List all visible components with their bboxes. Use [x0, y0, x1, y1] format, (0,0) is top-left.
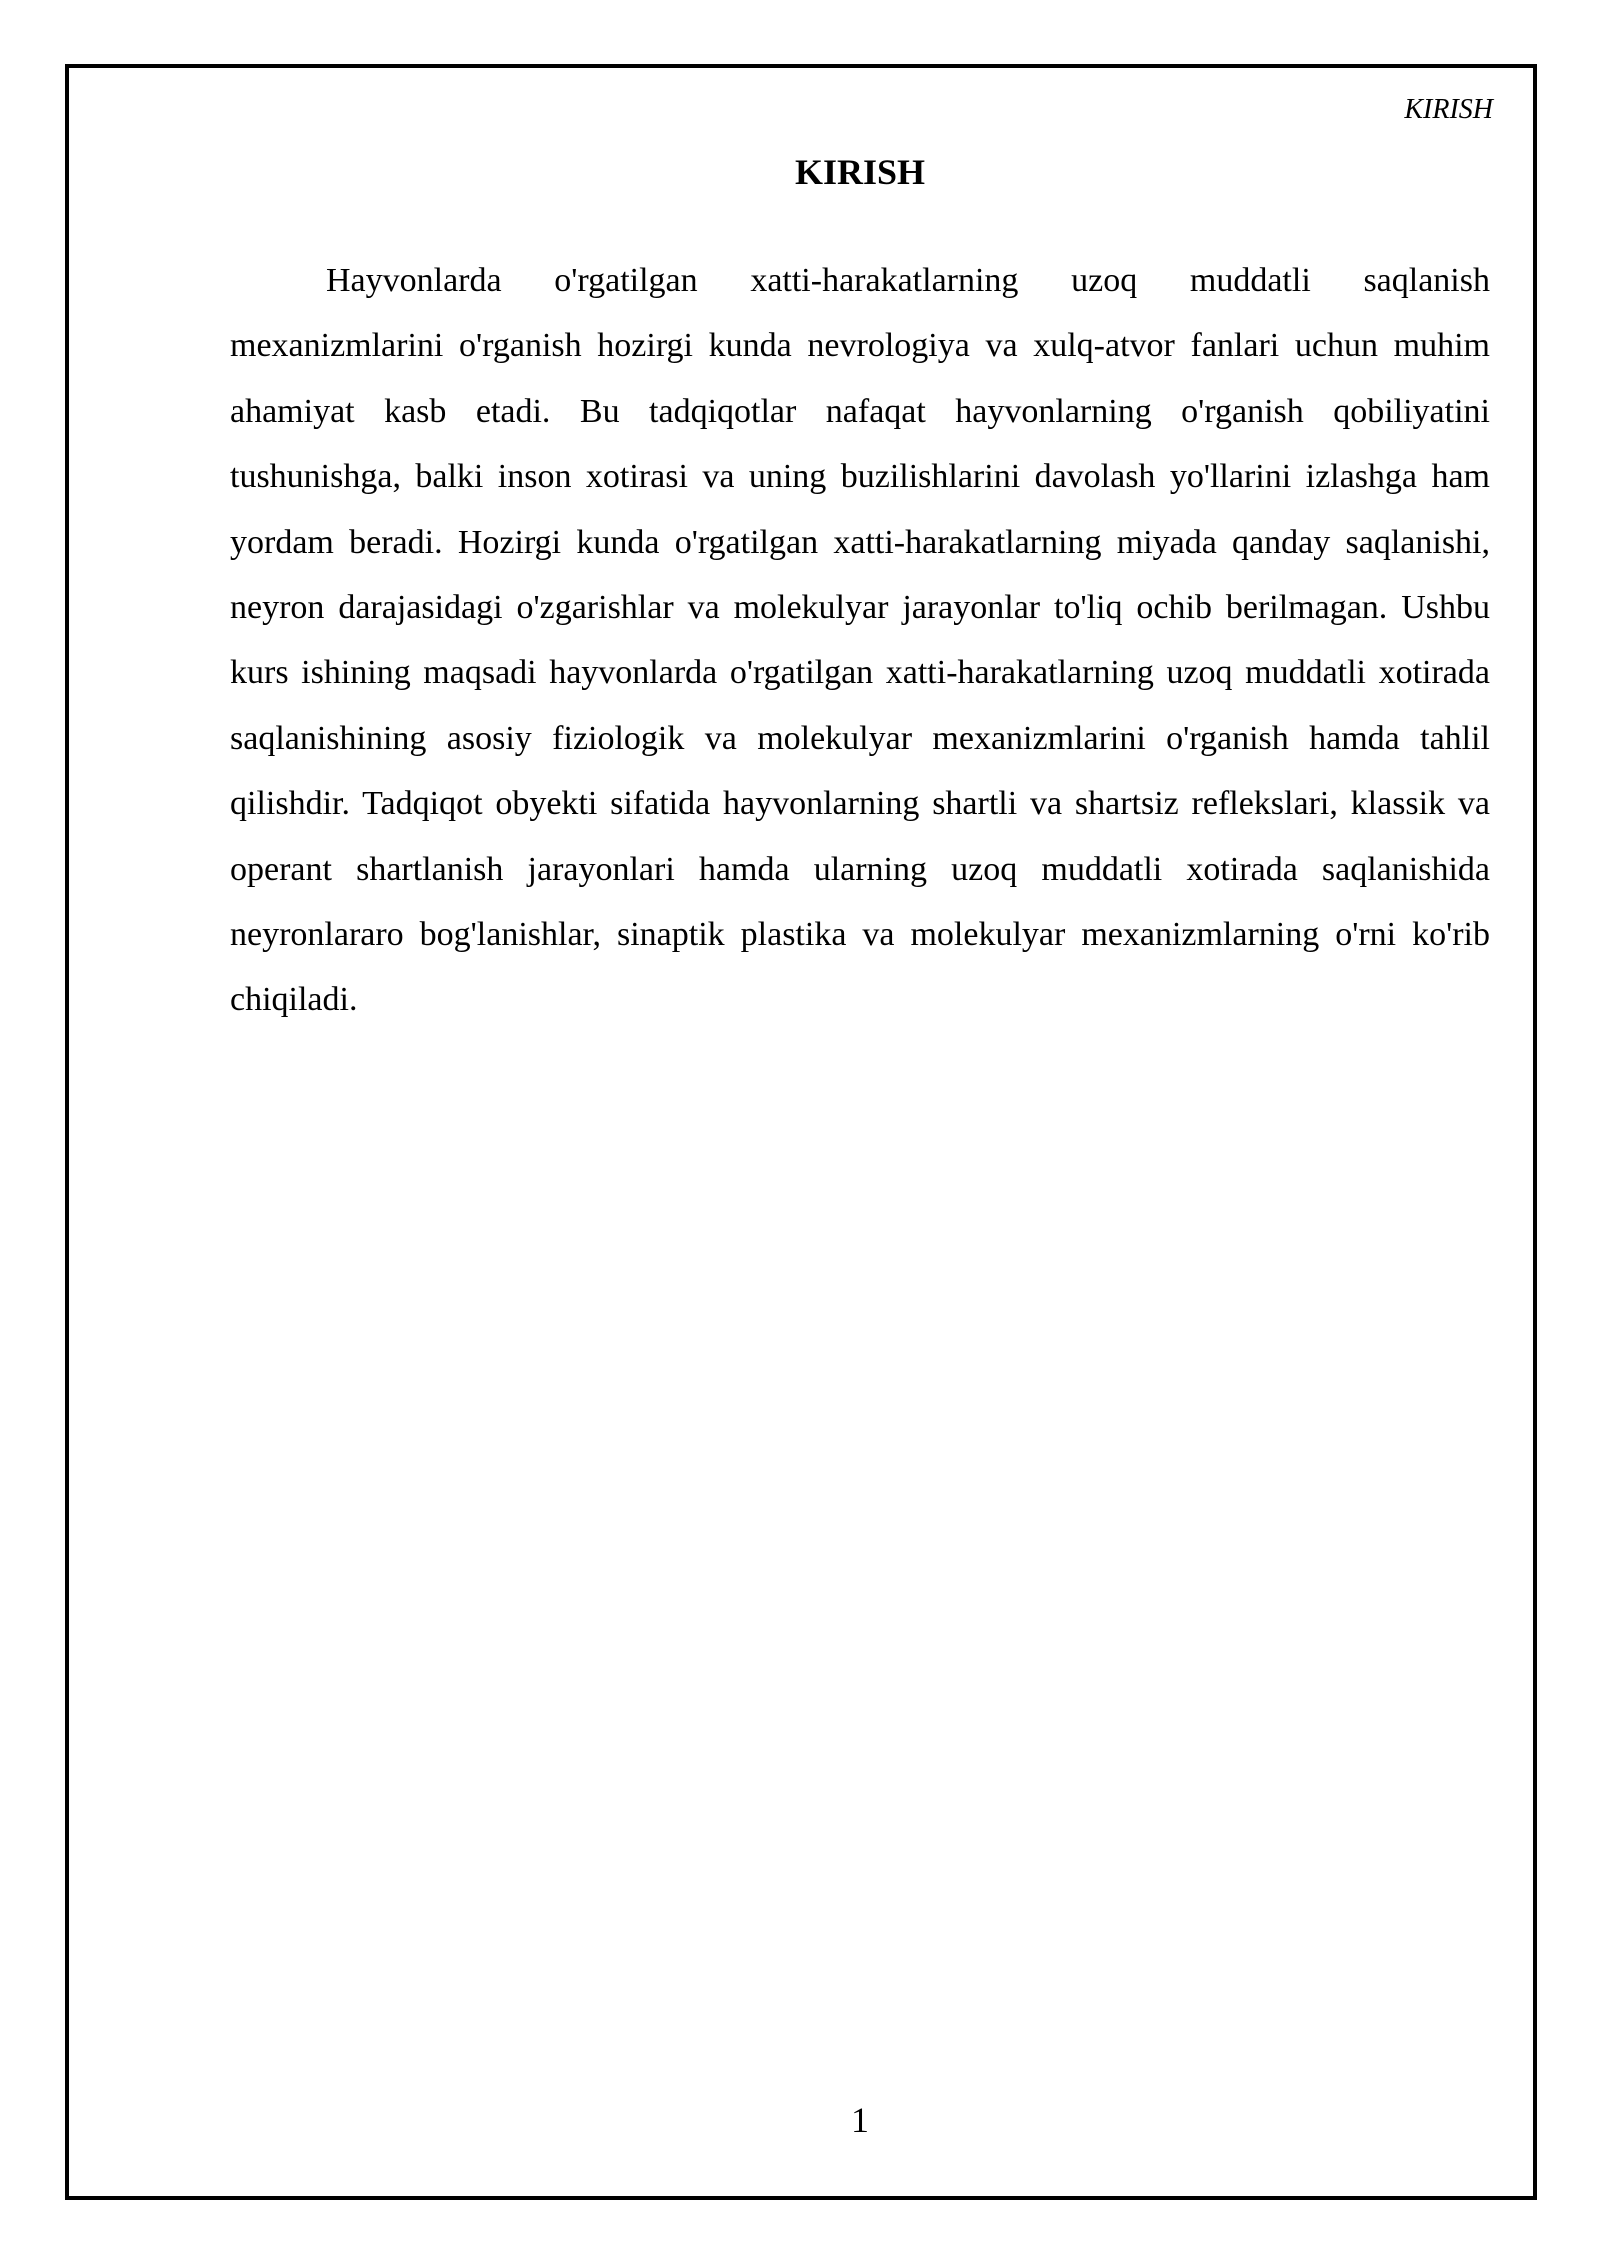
running-header: KIRISH [1404, 94, 1493, 125]
body-paragraph: Hayvonlarda o'rgatilgan xatti-harakatlarning uzoq muddatli saqlanish mexanizmlarini o'rganish hozirgi kunda nevrologiya va xulq-atvor fanlari uchun muhim ahamiyat kasb etadi. Bu tadqiqotlar nafaqat hayvonlarning o'rganish qobiliyatini tushunishga, balki inson xotirasi va uning buzilishlarini davolash yo'llarini izlashga ham yordam beradi. Hozirgi kunda o'rgatilgan xatti-harakatlarning miyada qanday saqlanishi, neyron darajasidagi o'zgarishlar va molekulyar jarayonlar to'liq ochib berilmagan. Ushbu kurs ishining maqsadi hayvonlarda o'rgatilgan xatti-harakatlarning uzoq muddatli xotirada saqlanishining asosiy fiziologik va molekulyar mexanizmlarini o'rganish hamda tahlil qilishdir. Tadqiqot obyekti sifatida hayvonlarning shartli va shartsiz reflekslari, klassik va operant shartlanish jarayonlari hamda ularning uzoq muddatli xotirada saqlanishida neyronlararo bog'lanishlar, sinaptik plastika va molekulyar mexanizmlarning o'rni ko'rib chiqiladi. [230, 262, 1490, 1019]
page-number: 1 [851, 2100, 869, 2140]
page-title: KIRISH [794, 152, 926, 192]
